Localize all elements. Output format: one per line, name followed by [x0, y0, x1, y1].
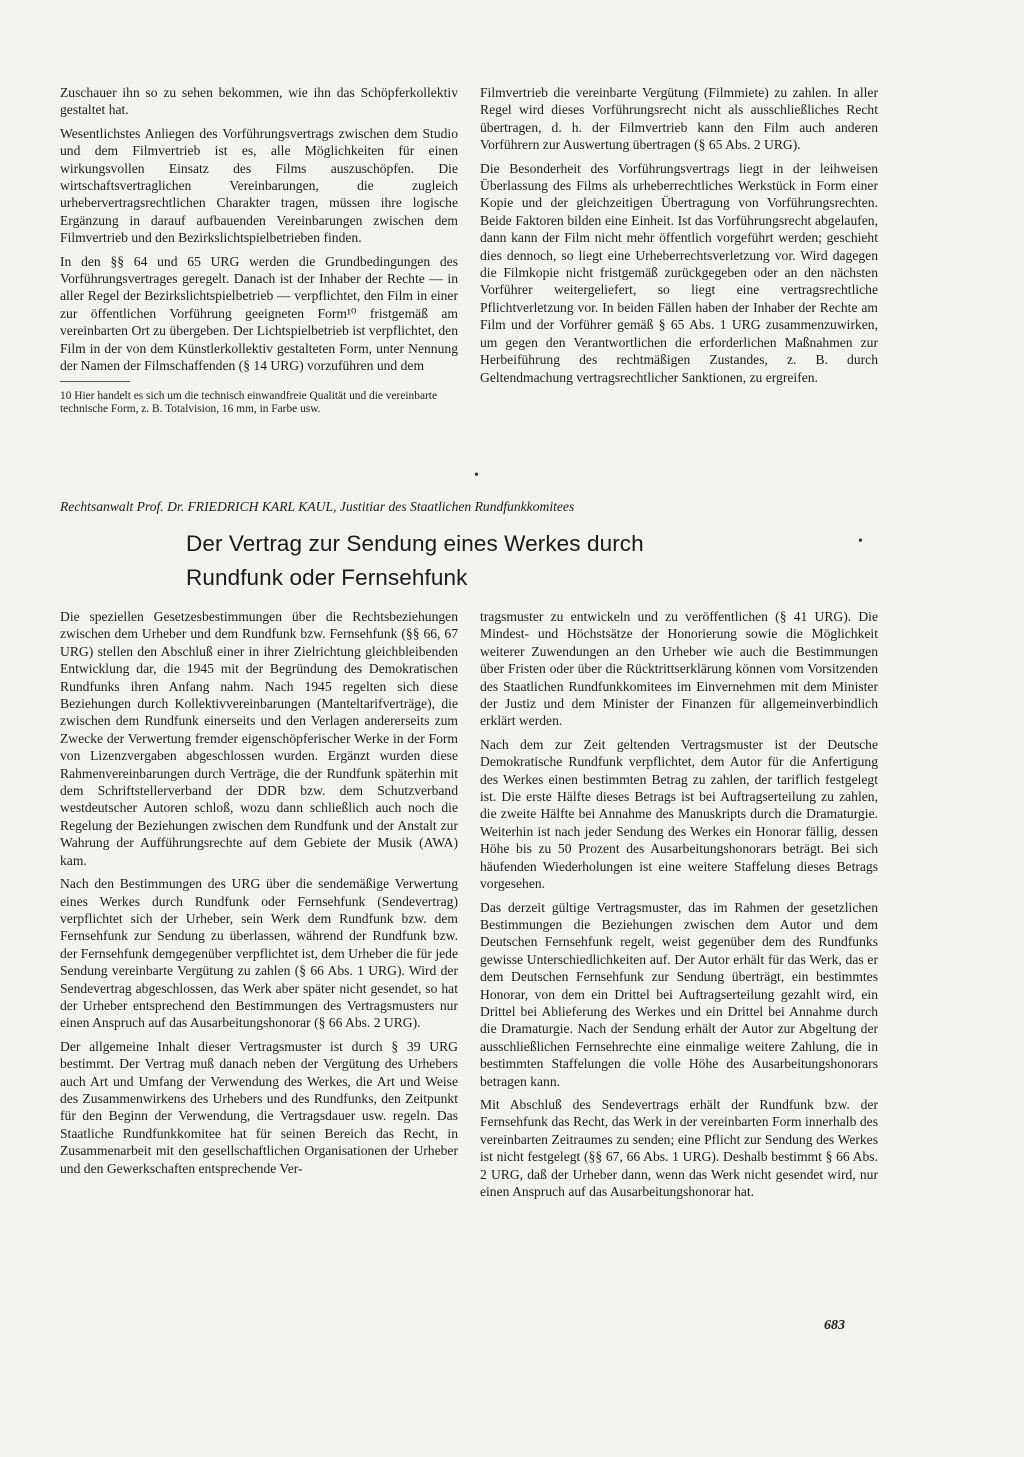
article-right-column — [480, 608, 878, 1206]
article-title-line: Rundfunk oder Fernsehfunk — [186, 565, 468, 590]
article-byline: Rechtsanwalt Prof. Dr. FRIEDRICH KARL KAUL, Justitiar des Staatlichen Rundfunkkomitees — [60, 499, 575, 514]
paragraph: Die Besonderheit des Vorführungsvertrags liegt in der leihweisen Überlassung des Films als urheberrechtliches Werkstück in Form einer Kopie und der gleichzeitigen Übertragung von Vorführungsrechten. Beide Faktoren bilden eine Einheit. Ist das Vorführungsrecht abgelaufen, dann kann der Film nicht mehr öffentlich vorgeführt werden; geschieht dies dennoch, so liegt eine Urheberrechtsverletzung vor. Wird dagegen die Filmkopie nicht fristgemäß zurückgegeben oder an den nächsten Vorführer weitergeliefert, so liegt eine vertragsrechtliche Pflichtverletzung vor. In beiden Fällen haben der Inhaber der Rechte am Film und der Vorführer gemäß § 65 Abs. 1 URG zusammenzuwirken, um gegen den Verantwortlichen die erforderlichen Maßnahmen zur Herbeiführung des rechtmäßigen Zustandes, z. B. durch Geltendmachung vertragsrechtlicher Sanktionen, zu ergreifen. — [480, 160, 878, 385]
paragraph: In den §§ 64 und 65 URG werden die Grundbedingungen des Vorführungsvertrages geregelt. Danach ist der Inhaber der Rechte — in aller Regel der Bezirkslichtspielbetrieb — verpflichtet, den Film in einer zur öffentlichen Vorführung geeigneten Form¹⁰ fristgemäß am vereinbarten Ort zu übergeben. Der Lichtspielbetrieb ist verpflichtet, den Film in der von dem Künstlerkollektiv gestalteten Form, unter Nennung der Namen der Filmschaffenden (§ 14 URG) vorzuführen und dem — [60, 253, 458, 374]
paragraph: Nach dem zur Zeit geltenden Vertragsmuster ist der Deutsche Demokratische Rundfunk verpflichtet, dem Autor für die Anfertigung des Werkes einen bestimmten Betrag zu zahlen, der tariflich festgelegt ist. Die erste Hälfte dieses Betrags ist bei Auftragserteilung zu zahlen, die zweite Hälfte bei Annahme des Manuskripts durch die Dramaturgie. Weiterhin ist nach jeder Sendung des Werkes ein Honorar fällig, dessen Höhe bis zu 50 Prozent des Ausarbeitungshonorars beträgt. Bei sich häufenden Wiederholungen ist eine weitere Staffelung dieses Betrags vorgesehen. — [480, 736, 878, 892]
paragraph: Die speziellen Gesetzesbestimmungen über die Rechtsbeziehungen zwischen dem Urheber und dem Rundfunk bzw. Fernsehfunk (§§ 66, 67 URG) stellen den Abschluß einer in ihrer Zielrichtung gleichbleibenden Entwicklung dar, die 1945 mit der Begründung des Demokratischen Rundfunks ihren Anfang nahm. Nach 1945 regelten sich diese Beziehungen durch Kollektivvereinbarungen (Manteltarifverträge), die zwischen dem Rundfunk einerseits und den Verlagen andererseits zum Zwecke der Verwertung fremder eigenschöpferischer Werke in der Form von Lizenzvergaben abgeschlossen wurden. Ergänzt wurden diese Rahmenvereinbarungen durch Verträge, die der Rundfunk späterhin mit dem Schriftstellerverband der DDR bzw. dem Schutzverband westdeutscher Autoren schloß, wozu dann schließlich auch noch die Regelung der Beziehungen zwischen dem Rundfunk und der Anstalt zur Wahrung der Aufführungsrechte auf dem Gebiete der Musik (AWA) kam. — [60, 609, 458, 868]
page-number: 683 — [824, 1318, 845, 1333]
paragraph: Der allgemeine Inhalt dieser Vertragsmuster ist durch § 39 URG bestimmt. Der Vertrag muß danach neben der Vergütung des Urhebers auch Art und Umfang der Verwendung des Werkes, die Art und Weise des Zusammenwirkens des Urhebers und des Rundfunks, den Zeitpunkt für den Beginn der Verwendung, die Vertragsdauer usw. regeln. Das Staatliche Rundfunkkomitee hat für seinen Bereich das Recht, in Zusammenarbeit mit den gesellschaftlichen Organisationen der Urheber und den Gewerkschaften entsprechende Ver- — [60, 1038, 458, 1176]
article-title-line: Der Vertrag zur Sendung eines Werkes durch — [186, 531, 644, 556]
ink-dot: • — [858, 534, 863, 549]
article-title — [186, 527, 886, 595]
footnote: 10 Hier handelt es sich um die technisch einwandfreie Qualität und die vereinbarte technische Form, z. B. Totalvision, 16 mm, in Farbe usw. — [60, 389, 438, 415]
footnote-divider — [60, 381, 130, 382]
top-right-column — [480, 84, 878, 392]
paragraph: Wesentlichstes Anliegen des Vorführungsvertrags zwischen dem Studio und dem Filmvertrieb ist es, alle Möglichkeiten für einen wirkungsvollen Einsatz des Films auszuschöpfen. Die wirtschaftsvertraglichen Vereinbarungen, die zugleich urhebervertragsrechtlichen Charakter tragen, müssen ihre logische Ergänzung in darauf aufbauenden Vereinbarungen zwischen dem Filmvertrieb und den Bezirkslichtspielbetrieben finden. — [60, 125, 458, 246]
article-left-column — [60, 608, 458, 1183]
top-left-column — [60, 84, 458, 417]
paragraph: Das derzeit gültige Vertragsmuster, das im Rahmen der gesetzlichen Bestimmungen die Beziehungen zwischen dem Autor und dem Deutschen Fernsehfunk regelt, weist gegenüber dem des Rundfunks gewisse Unterschiedlichkeiten auf. Der Autor erhält für das Werk, das er dem Deutschen Fernsehfunk zur Sendung überträgt, ein bestimmtes Honorar, von dem ein Drittel bei Auftragserteilung gezahlt wird, ein Drittel bei Ablieferung des Werkes und ein Drittel bei Annahme durch die Dramaturgie. Nach der Sendung erhält der Autor zur Abgeltung der ausschließlichen Fernsehrechte eine einmalige weitere Zahlung, die in bestimmten Staffelungen die volle Höhe des Ausarbeitungshonorars betragen kann. — [480, 899, 878, 1089]
paragraph: Nach den Bestimmungen des URG über die sendemäßige Verwertung eines Werkes durch Rundfunk oder Fernsehfunk (Sendevertrag) verpflichtet sich der Urheber, sein Werk dem Rundfunk bzw. dem Fernsehfunk zur Sendung zu überlassen, während der Rundfunk bzw. der Fernsehfunk demgegenüber verpflichtet ist, dem Urheber die für jede Sendung vereinbarte Vergütung zu zahlen (§ 66 Abs. 1 URG). Wird der Sendevertrag abgeschlossen, das Werk aber später nicht gesendet, so hat der Urheber entsprechend den Bestimmungen des Vertragsmusters nur einen Anspruch auf das Ausarbeitungshonorar (§ 66 Abs. 2 URG). — [60, 876, 458, 1031]
paragraph: Mit Abschluß des Sendevertrags erhält der Rundfunk bzw. der Fernsehfunk das Recht, das Werk in der vereinbarten Form innerhalb des vereinbarten Zeitraumes zu senden; eine Pflicht zur Sendung des Werkes ist nicht festgelegt (§§ 67, 66 Abs. 1 URG). Deshalb bestimmt § 66 Abs. 2 URG, daß der Urheber dann, wenn das Werk nicht gesendet wird, nur einen Anspruch auf das Ausarbeitungshonorar hat. — [480, 1096, 878, 1199]
paragraph: tragsmuster zu entwickeln und zu veröffentlichen (§ 41 URG). Die Mindest- und Höchstsätze der Honorierung sowie die Möglichkeit weiterer Zuwendungen an den Urheber wie auch die Bestimmungen über Fristen oder über die Rücktrittserklärung können vom Vorsitzenden des Staatlichen Rundfunkkomitees im Einvernehmen mit dem Minister der Justiz und dem Minister der Finanzen für allgemeinverbindlich erklärt werden. — [480, 609, 878, 729]
paragraph: Zuschauer ihn so zu sehen bekommen, wie ihn das Schöpferkollektiv gestaltet hat. — [60, 85, 458, 118]
ink-dot: • — [474, 468, 479, 483]
paragraph: Filmvertrieb die vereinbarte Vergütung (Filmmiete) zu zahlen. In aller Regel wird dieses Vorführungsrecht nicht als ausschließliches Recht übertragen, d. h. der Filmvertrieb kann den Film auch anderen Vorführern zur Auswertung übertragen (§ 65 Abs. 2 URG). — [480, 85, 878, 153]
